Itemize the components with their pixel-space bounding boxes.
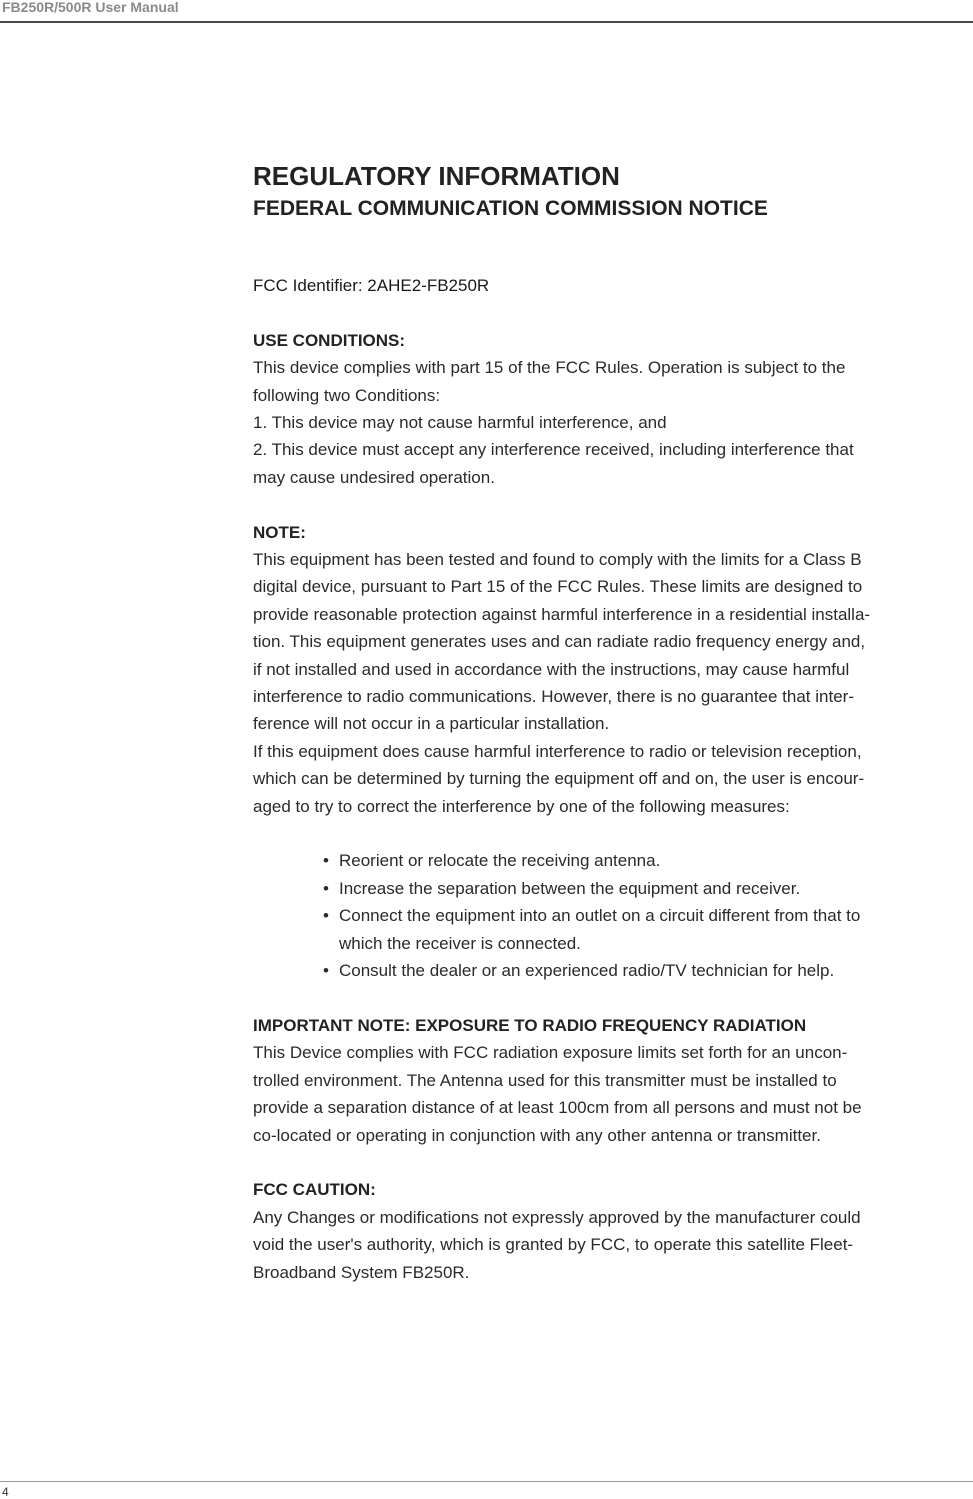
list-item-text: which the receiver is connected. <box>339 933 581 953</box>
paragraph-line: tion. This equipment generates uses and can radiate radio frequency energy and, <box>253 632 866 652</box>
page-number: 4 <box>2 1485 9 1499</box>
manual-title: FB250R/500R User Manual <box>2 0 179 15</box>
important-note-body <box>253 1039 965 1149</box>
paragraph-line: digital device, pursuant to Part 15 of the FCC Rules. These limits are designed to <box>253 577 863 597</box>
list-item-text: Connect the equipment into an outlet on a circuit different from that to <box>339 906 861 926</box>
footer-divider <box>0 1481 973 1482</box>
fcc-identifier: FCC Identifier: 2AHE2-FB250R <box>253 276 490 295</box>
list-item <box>323 847 965 874</box>
paragraph-line: if not installed and used in accordance with the instructions, may cause harmful <box>253 659 850 679</box>
paragraph-line: aged to try to correct the interference by one of the following measures: <box>253 796 790 816</box>
page-title: REGULATORY INFORMATION <box>253 161 620 191</box>
paragraph-line: provide a separation distance of at least 100cm from all persons and must not be <box>253 1098 862 1118</box>
note-heading: NOTE: <box>253 522 306 542</box>
page-subtitle: FEDERAL COMMUNICATION COMMISSION NOTICE <box>253 197 768 220</box>
paragraph-line: following two Conditions: <box>253 385 441 405</box>
list-item-text: Increase the separation between the equipment and receiver. <box>339 878 801 898</box>
note-body <box>253 546 965 820</box>
bullet-glyph: • <box>323 851 329 871</box>
important-note-heading: IMPORTANT NOTE: EXPOSURE TO RADIO FREQUENCY RADIATION <box>253 1015 807 1035</box>
paragraph-line: provide reasonable protection against harmful interference in a residential installa- <box>253 604 871 624</box>
bullet-glyph: • <box>323 961 329 981</box>
list-item <box>323 957 965 984</box>
measures-list <box>253 847 965 984</box>
list-item-text: Reorient or relocate the receiving antenna. <box>339 851 661 871</box>
paragraph-line: If this equipment does cause harmful interference to radio or television reception, <box>253 741 862 761</box>
paragraph-line: This equipment has been tested and found to comply with the limits for a Class B <box>253 550 862 570</box>
paragraph-line: 1. This device may not cause harmful interference, and <box>253 413 667 433</box>
list-item <box>323 902 965 957</box>
paragraph-line: trolled environment. The Antenna used for this transmitter must be installed to <box>253 1070 837 1090</box>
list-item-text: Consult the dealer or an experienced radio/TV technician for help. <box>339 961 835 981</box>
paragraph-line: Any Changes or modifications not expressly approved by the manufacturer could <box>253 1207 861 1227</box>
paragraph-line: void the user's authority, which is granted by FCC, to operate this satellite Fleet- <box>253 1235 854 1255</box>
bullet-glyph: • <box>323 906 329 926</box>
header-divider <box>0 21 973 23</box>
paragraph-line: which can be determined by turning the equipment off and on, the user is encour- <box>253 769 865 789</box>
use-conditions-body <box>253 354 965 491</box>
paragraph-line: co-located or operating in conjunction with any other antenna or transmitter. <box>253 1125 821 1145</box>
paragraph-line: Broadband System FB250R. <box>253 1262 470 1282</box>
list-item <box>323 875 965 902</box>
paragraph-line: This device complies with part 15 of the FCC Rules. Operation is subject to the <box>253 358 846 378</box>
fcc-caution-body <box>253 1204 965 1286</box>
bullet-glyph: • <box>323 878 329 898</box>
paragraph-line: interference to radio communications. However, there is no guarantee that inter- <box>253 687 854 707</box>
paragraph-line: ference will not occur in a particular installation. <box>253 714 610 734</box>
paragraph-line: This Device complies with FCC radiation exposure limits set forth for an uncon- <box>253 1043 848 1063</box>
regulatory-section <box>253 158 965 1286</box>
paragraph-line: 2. This device must accept any interference received, including interference that <box>253 440 854 460</box>
use-conditions-heading: USE CONDITIONS: <box>253 330 406 350</box>
paragraph-line: may cause undesired operation. <box>253 467 495 487</box>
fcc-caution-heading: FCC CAUTION: <box>253 1180 376 1200</box>
